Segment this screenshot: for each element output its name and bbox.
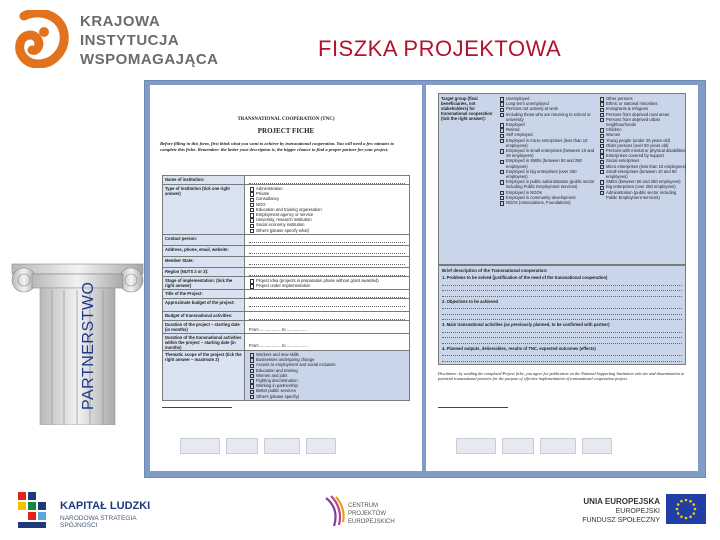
eu-star-icon — [677, 503, 680, 506]
fiche-footer-logos-right — [456, 437, 668, 453]
eu-star-icon — [676, 508, 679, 511]
cpe-logo-mark — [322, 494, 346, 528]
eu-star-icon — [685, 517, 688, 520]
eu-logo-line-3: FUNDUSZ SPOŁECZNY — [582, 517, 660, 524]
eu-star-icon — [692, 512, 695, 515]
target-group-column-2: Other persons Ethnic or national minorities Immigrants & refugees Persons from deprived rural areas Persons from deprived urban neighbourhoods Children Women Young people (under 25 years old) Older persons (over 50 years old) Persons with mental or physical disabilities Enterprises covered by support Social enterprises Micro enterprises (less than 10 employees) Small enterprises (between 10 and 50 employees) SMEs (between 50 and 250 employees) Big enterprises (over 250 employees) Administration (public sector including Public Employment services) — [599, 96, 687, 200]
target-group-column-1: Unemployed Long term unemployed Persons not actively at work Including those who are returning to school or university Employed Retired Self employed Employed in micro enterprises (less than 10 employees) Employed in small enterprises (between 10 and 49 employees) Employed in SMEs (between 50 and 250 employees) Employed in big enterprises (over 250 employees) Employed in public administration (public sector including Public Employment services) Employed in NGOs Employed in community development NGOs (Associations, Foundations) — [499, 96, 595, 205]
eu-star-icon — [677, 512, 680, 515]
cpe-name: CENTRUM PROJEKTÓW EUROPEJSKICH — [348, 503, 395, 525]
form-row-address: Address, phone, email, website: — [163, 246, 409, 257]
eu-logo-line-1: UNIA EUROPEJSKA — [583, 497, 660, 506]
brief-item-problems: 1. Problems to be solved (justification of the need of the transnational cooperation) — [442, 275, 608, 281]
brief-item-outputs: 4. Planned outputs, deliverables, results of TNC, expected outcomes (effects) — [442, 345, 596, 351]
kiw-logo — [14, 8, 224, 74]
kapital-ludzki-subtitle: NARODOWA STRATEGIA SPÓJNOŚCI — [60, 515, 137, 529]
brief-title: Brief description of the Transnational cooperation: — [442, 268, 548, 273]
fiche-footer-logos — [180, 437, 392, 453]
cpe-logo — [322, 494, 402, 530]
slide-title: FISZKA PROJEKTOWA — [318, 36, 562, 61]
form-row-duration: Duration of the project – starting date (in months) From .................. to .................. — [163, 321, 409, 334]
vertical-label-partnerstwo: PARTNERSTWO — [80, 281, 97, 410]
target-group-table — [438, 93, 686, 265]
form-row-tn-duration: Duration of the transnational activities within the project – starting date (in months) From .................. to .................. — [163, 334, 409, 351]
form-row-thematic-scope: Thematic scope of the project (tick the right answer – maximum 2) Workers and new skills Businesses undergoing change Access to employment and social inclusion Education and training Women and jobs Fighting discrimination Working in partnership Better public services Others (please specify) — [163, 351, 409, 400]
form-row-region: Region (NUTS 2 or 3): — [163, 268, 409, 277]
eu-star-icon — [692, 503, 695, 506]
form-row-stage: Stage of implementation: (tick the right answer) Project Idea (projects in preparation phase without grant awarded) Project under implementation — [163, 277, 409, 290]
form-row-budget: Approximate budget of the project: — [163, 299, 409, 312]
kapital-ludzki-logo-mark — [14, 488, 56, 532]
form-row-title: Title of the Project: — [163, 290, 409, 299]
kiw-logo-mark — [14, 10, 72, 68]
form-row-tn-budget: Budget of transnational activities: — [163, 312, 409, 321]
eu-esf-logo — [582, 490, 708, 534]
eu-star-icon — [689, 500, 692, 503]
form-row-type: Type of institution (tick one right answer) Administration Private Consultancy NGO Education and training organisation Employment agency or service University, research institution Social economy institution Others (please specify what) — [163, 185, 409, 235]
document-page-right — [426, 85, 698, 471]
kapital-ludzki-logo — [12, 486, 172, 534]
brief-item-activities: 3. Main transnational activities (as previously planned, to be confirmed with partner) — [442, 322, 610, 328]
eu-star-icon — [680, 515, 683, 518]
eu-star-icon — [689, 515, 692, 518]
target-group-label: Target group (final beneficiaries, not stakeholders) for transnational cooperation (tick the right answer): — [441, 96, 493, 121]
program-line: TRANSNATIONAL COOPERATION (TNC) — [237, 117, 335, 122]
document-page-left — [150, 85, 422, 471]
brief-description-table — [438, 265, 686, 365]
brief-item-objectives: 2. Objectives to be achieved — [442, 298, 499, 304]
project-fiche-document — [144, 80, 706, 478]
eu-star-icon — [694, 508, 697, 511]
form-row-member-state: Member State: — [163, 257, 409, 268]
kiw-logo-name: KRAJOWA INSTYTUCJA WSPOMAGAJĄCA — [80, 13, 219, 68]
kapital-ludzki-name: KAPITAŁ LUDZKI — [60, 500, 151, 512]
eu-flag-icon — [666, 494, 706, 524]
form-row-name: Name of institution: — [163, 176, 409, 185]
fiche-disclaimer: Disclaimer: by sending the completed Project fiche, you agree for publication on the National Supporting Institution web site and dissemination to potential transnational partners for the purpose of effective implementation of transnational cooperation project. — [438, 371, 685, 382]
eu-star-icon — [685, 499, 688, 502]
eu-logo-line-2: EUROPEJSKI — [615, 508, 660, 515]
fiche-heading: PROJECT FICHE — [257, 127, 315, 135]
ionic-column-decoration — [10, 250, 145, 425]
form-row-contact: Contact person: — [163, 235, 409, 246]
fiche-form — [162, 175, 410, 401]
eu-star-icon — [680, 500, 683, 503]
fiche-intro: Before filling in this form, first think what you want to achieve by transnational cooperation. You will need a few minutes to complete this fiche. Remember: the better your description is, the bigger chance to find a proper partner for your project. — [160, 141, 395, 152]
